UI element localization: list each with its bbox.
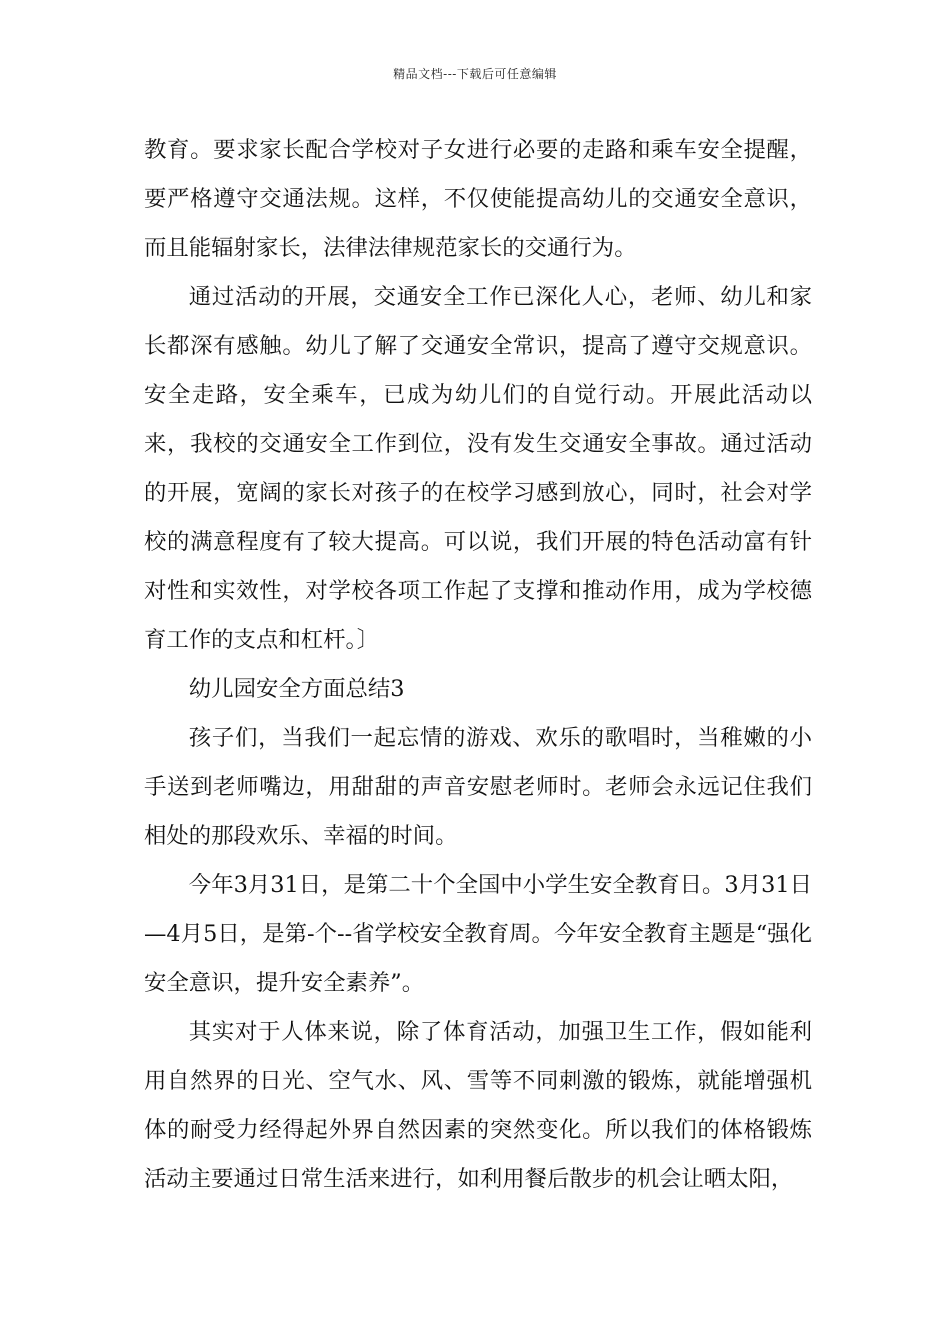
- paragraph-2: 通过活动的开展，交通安全工作已深化人心，老师、幼儿和家长都深有感触。幼儿了解了交通安全常识，提高了遵守交规意识。安全走路，安全乘车，已成为幼儿们的自觉行动。开展此活动以来，我校的交通安全工作到位，没有发生交通安全事故。通过活动的开展，宽阔的家长对孩子的在校学习感到放心，同时，社会对学校的满意程度有了较大提高。可以说，我们开展的特色活动富有针对性和实效性，对学校各项工作起了支撑和推动作用，成为学校德育工作的支点和杠杆。〕: [144, 284, 812, 653]
- section-heading: 幼儿园安全方面总结3: [188, 676, 405, 702]
- paragraph-5: 其实对于人体来说，除了体育活动，加强卫生工作，假如能利用自然界的日光、空气水、风、雪等不同刺激的锻炼，就能增强机体的耐受力经得起外界自然因素的突然变化。所以我们的体格锻炼活动主要通过日常生活来进行，如利用餐后散步的机会让晒太阳，: [144, 1019, 812, 1192]
- paragraph-1: 教育。要求家长配合学校对子女进行必要的走路和乘车安全提醒，要严格遵守交通法规。这样，不仅使能提高幼儿的交通安全意识，而且能辐射家长，法律法律规范家长的交通行为。: [144, 137, 812, 261]
- document-body: [144, 126, 812, 1204]
- page-header: 精品文档---下载后可任意编辑: [393, 67, 557, 81]
- paragraph-4: 今年3月31日，是第二十个全国中小学生安全教育日。3月31日—4月5日，是第-个--省学校安全教育周。今年安全教育主题是“强化安全意识，提升安全素养”。: [144, 872, 812, 996]
- paragraph-3: 孩子们，当我们一起忘情的游戏、欢乐的歌唱时，当稚嫩的小手送到老师嘴边，用甜甜的声音安慰老师时。老师会永远记住我们相处的那段欢乐、幸福的时间。: [144, 725, 812, 849]
